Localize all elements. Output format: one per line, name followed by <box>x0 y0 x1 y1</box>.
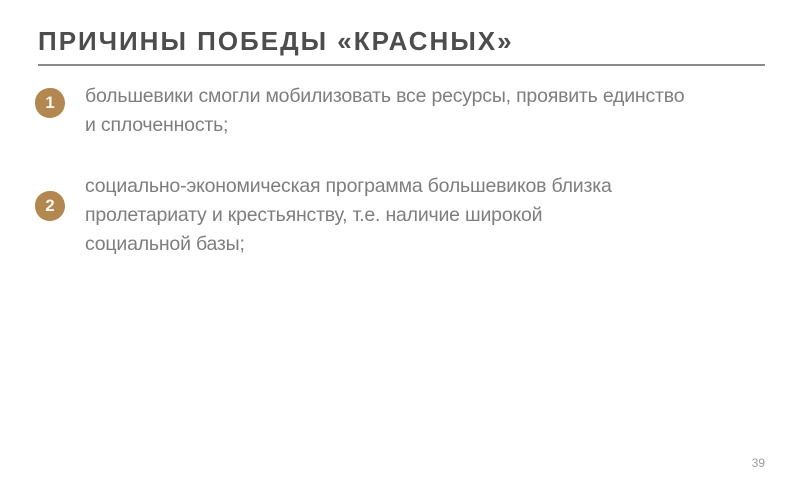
bullet-item-1-line-2: и сплоченность; <box>85 114 229 136</box>
slide-title: ПРИЧИНЫ ПОБЕДЫ «КРАСНЫХ» <box>38 26 514 56</box>
bullet-item-2-line-2: пролетариату и крестьянству, т.е. наличие широкой <box>85 204 543 226</box>
title-underline-rule <box>38 64 765 66</box>
bullet-item-1-line-1: большевики смогли мобилизовать все ресурсы, проявить единство <box>85 85 685 107</box>
item-number-badge-2: 2 <box>35 191 65 221</box>
page-number: 39 <box>751 456 765 470</box>
item-number-badge-1: 1 <box>35 88 65 118</box>
bullet-item-2-line-3: социальной базы; <box>85 233 245 255</box>
bullet-item-2-line-1: социально-экономическая программа большевиков близка <box>85 175 612 197</box>
bullet-item-1 <box>85 82 684 140</box>
bullet-item-2 <box>85 172 612 259</box>
